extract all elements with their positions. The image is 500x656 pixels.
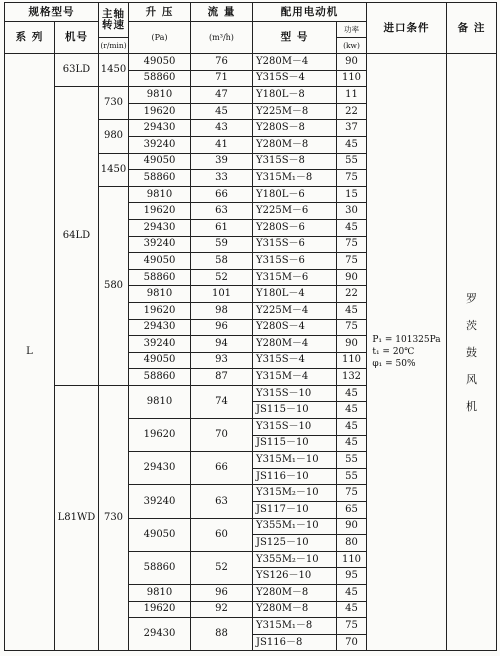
pressure-cell: 9810 bbox=[129, 87, 191, 104]
motor-model-cell: Y355M₁－10 bbox=[253, 518, 337, 535]
motor-power-cell: 55 bbox=[337, 468, 367, 485]
pressure-cell: 19620 bbox=[129, 601, 191, 618]
motor-power-cell: 55 bbox=[337, 452, 367, 469]
motor-model-cell: Y315M₁－8 bbox=[253, 170, 337, 187]
motor-power-cell: 90 bbox=[337, 336, 367, 353]
pressure-cell: 9810 bbox=[129, 186, 191, 203]
pressure-cell: 29430 bbox=[129, 219, 191, 236]
pressure-cell: 39240 bbox=[129, 336, 191, 353]
inlet-condition-line: φ₁ = 50% bbox=[372, 359, 416, 370]
pressure-cell: 49050 bbox=[129, 153, 191, 170]
speed-cell: 730 bbox=[99, 87, 129, 120]
remark-char: 罗 bbox=[466, 291, 477, 305]
remark-header: 备 注 bbox=[447, 3, 497, 54]
motor-power-cell: 95 bbox=[337, 568, 367, 585]
pressure-cell: 58860 bbox=[129, 70, 191, 87]
flow-cell: 96 bbox=[191, 319, 253, 336]
pressure-header: 升 压 bbox=[129, 3, 191, 22]
motor-model-cell: JS125－10 bbox=[253, 535, 337, 552]
motor-model-cell: Y225M－4 bbox=[253, 302, 337, 319]
pressure-cell: 49050 bbox=[129, 253, 191, 270]
motor-power-cell: 30 bbox=[337, 203, 367, 220]
machine-no-cell: L81WD bbox=[55, 385, 99, 651]
flow-cell: 59 bbox=[191, 236, 253, 253]
motor-power-cell: 75 bbox=[337, 618, 367, 635]
motor-power-cell: 65 bbox=[337, 502, 367, 519]
motor-model-cell: Y315S－6 bbox=[253, 253, 337, 270]
flow-cell: 45 bbox=[191, 103, 253, 120]
flow-cell: 98 bbox=[191, 302, 253, 319]
motor-power-cell: 132 bbox=[337, 369, 367, 386]
pressure-cell: 19620 bbox=[129, 203, 191, 220]
speed-cell: 980 bbox=[99, 120, 129, 153]
machine-no-header: 机号 bbox=[55, 22, 99, 54]
flow-cell: 101 bbox=[191, 286, 253, 303]
power-unit: (kw) bbox=[337, 38, 367, 54]
motor-power-cell: 45 bbox=[337, 219, 367, 236]
pressure-cell: 49050 bbox=[129, 54, 191, 71]
motor-model-cell: Y315M₁－10 bbox=[253, 452, 337, 469]
motor-header: 配用电动机 bbox=[253, 3, 367, 22]
pressure-cell: 39240 bbox=[129, 485, 191, 518]
machine-no-cell: 64LD bbox=[55, 87, 99, 386]
motor-power-cell: 75 bbox=[337, 485, 367, 502]
table-row bbox=[5, 54, 497, 71]
flow-cell: 47 bbox=[191, 87, 253, 104]
pressure-cell: 58860 bbox=[129, 170, 191, 187]
flow-cell: 63 bbox=[191, 485, 253, 518]
motor-model-cell: Y280S－6 bbox=[253, 219, 337, 236]
motor-power-cell: 45 bbox=[337, 136, 367, 153]
motor-model-cell: Y315S－10 bbox=[253, 419, 337, 436]
pressure-unit: (Pa) bbox=[129, 22, 191, 54]
motor-power-cell: 22 bbox=[337, 103, 367, 120]
speed-cell: 1450 bbox=[99, 153, 129, 186]
remark-char: 鼓 bbox=[466, 345, 477, 359]
flow-cell: 87 bbox=[191, 369, 253, 386]
pressure-cell: 29430 bbox=[129, 618, 191, 651]
motor-model-cell: Y315S－4 bbox=[253, 70, 337, 87]
pressure-cell: 58860 bbox=[129, 551, 191, 584]
motor-model-header: 型 号 bbox=[253, 22, 337, 54]
motor-power-cell: 15 bbox=[337, 186, 367, 203]
flow-unit: (m³/h) bbox=[191, 22, 253, 54]
motor-model-cell: Y225M－6 bbox=[253, 203, 337, 220]
inlet-condition-line: P₁ = 101325Pa bbox=[372, 334, 441, 345]
remark-char: 机 bbox=[466, 399, 477, 413]
flow-cell: 88 bbox=[191, 618, 253, 651]
flow-cell: 52 bbox=[191, 269, 253, 286]
pressure-cell: 19620 bbox=[129, 103, 191, 120]
motor-power-cell: 45 bbox=[337, 419, 367, 436]
motor-power-cell: 45 bbox=[337, 435, 367, 452]
motor-model-cell: Y315S－6 bbox=[253, 236, 337, 253]
motor-power-cell: 75 bbox=[337, 319, 367, 336]
motor-model-cell: Y315M₁－8 bbox=[253, 618, 337, 635]
flow-cell: 66 bbox=[191, 186, 253, 203]
motor-model-cell: Y280M－8 bbox=[253, 136, 337, 153]
motor-power-cell: 45 bbox=[337, 302, 367, 319]
flow-cell: 52 bbox=[191, 551, 253, 584]
flow-cell: 94 bbox=[191, 336, 253, 353]
pressure-cell: 9810 bbox=[129, 385, 191, 418]
flow-cell: 63 bbox=[191, 203, 253, 220]
motor-power-cell: 90 bbox=[337, 269, 367, 286]
flow-cell: 76 bbox=[191, 54, 253, 71]
motor-model-cell: Y280S－8 bbox=[253, 120, 337, 137]
motor-power-cell: 75 bbox=[337, 170, 367, 187]
flow-cell: 61 bbox=[191, 219, 253, 236]
motor-power-cell: 37 bbox=[337, 120, 367, 137]
flow-cell: 92 bbox=[191, 601, 253, 618]
motor-model-cell: Y180L－4 bbox=[253, 286, 337, 303]
motor-power-cell: 90 bbox=[337, 518, 367, 535]
motor-power-cell: 11 bbox=[337, 87, 367, 104]
speed-cell: 580 bbox=[99, 186, 129, 385]
flow-cell: 33 bbox=[191, 170, 253, 187]
motor-power-cell: 110 bbox=[337, 70, 367, 87]
flow-cell: 58 bbox=[191, 253, 253, 270]
blower-spec-table bbox=[4, 2, 497, 651]
flow-cell: 39 bbox=[191, 153, 253, 170]
motor-model-cell: Y315S－4 bbox=[253, 352, 337, 369]
motor-power-cell: 45 bbox=[337, 585, 367, 602]
flow-header: 流 量 bbox=[191, 3, 253, 22]
motor-model-cell: Y315S－8 bbox=[253, 153, 337, 170]
flow-cell: 66 bbox=[191, 452, 253, 485]
motor-power-cell: 110 bbox=[337, 352, 367, 369]
motor-power-cell: 70 bbox=[337, 634, 367, 651]
series-cell: L bbox=[5, 54, 55, 651]
inlet-conditions-cell bbox=[367, 54, 447, 651]
speed-cell: 1450 bbox=[99, 54, 129, 87]
remark-char: 茨 bbox=[466, 318, 477, 332]
motor-model-cell: JS115－10 bbox=[253, 402, 337, 419]
motor-model-cell: Y280M－4 bbox=[253, 54, 337, 71]
motor-power-cell: 80 bbox=[337, 535, 367, 552]
pressure-cell: 19620 bbox=[129, 302, 191, 319]
motor-model-cell: Y280M－8 bbox=[253, 601, 337, 618]
inlet-conditions bbox=[372, 334, 440, 370]
pressure-cell: 29430 bbox=[129, 452, 191, 485]
pressure-cell: 39240 bbox=[129, 236, 191, 253]
motor-power-cell: 75 bbox=[337, 236, 367, 253]
pressure-cell: 9810 bbox=[129, 286, 191, 303]
pressure-cell: 29430 bbox=[129, 120, 191, 137]
pressure-cell: 49050 bbox=[129, 352, 191, 369]
speed-cell: 730 bbox=[99, 385, 129, 651]
motor-model-cell: Y315M₂－10 bbox=[253, 485, 337, 502]
motor-model-cell: JS116－8 bbox=[253, 634, 337, 651]
remark-char: 风 bbox=[466, 372, 477, 386]
pressure-cell: 19620 bbox=[129, 419, 191, 452]
motor-power-cell: 75 bbox=[337, 253, 367, 270]
pressure-cell: 49050 bbox=[129, 518, 191, 551]
pressure-cell: 29430 bbox=[129, 319, 191, 336]
pressure-cell: 39240 bbox=[129, 136, 191, 153]
remark-cell bbox=[447, 54, 497, 651]
motor-model-cell: Y180L－8 bbox=[253, 87, 337, 104]
motor-power-header: 功率 bbox=[337, 22, 367, 38]
motor-model-cell: JS115－10 bbox=[253, 435, 337, 452]
motor-model-cell: Y180L－6 bbox=[253, 186, 337, 203]
motor-power-cell: 55 bbox=[337, 153, 367, 170]
pressure-cell: 58860 bbox=[129, 369, 191, 386]
motor-model-cell: YS126－10 bbox=[253, 568, 337, 585]
motor-model-cell: JS117－10 bbox=[253, 502, 337, 519]
flow-cell: 71 bbox=[191, 70, 253, 87]
inlet-header: 进口条件 bbox=[367, 3, 447, 54]
motor-model-cell: Y225M－8 bbox=[253, 103, 337, 120]
spec-model-header: 规格型号 bbox=[5, 3, 99, 22]
inlet-condition-line: t₁ = 20℃ bbox=[372, 347, 415, 358]
motor-power-cell: 90 bbox=[337, 54, 367, 71]
motor-power-cell: 45 bbox=[337, 402, 367, 419]
motor-model-cell: Y315M－6 bbox=[253, 269, 337, 286]
motor-power-cell: 45 bbox=[337, 385, 367, 402]
flow-cell: 43 bbox=[191, 120, 253, 137]
series-header: 系 列 bbox=[5, 22, 55, 54]
motor-power-cell: 45 bbox=[337, 601, 367, 618]
flow-cell: 74 bbox=[191, 385, 253, 418]
motor-model-cell: Y315M－4 bbox=[253, 369, 337, 386]
flow-cell: 93 bbox=[191, 352, 253, 369]
speed-unit: (r/min) bbox=[99, 38, 129, 54]
motor-model-cell: Y280S－4 bbox=[253, 319, 337, 336]
flow-cell: 60 bbox=[191, 518, 253, 551]
flow-cell: 96 bbox=[191, 585, 253, 602]
motor-model-cell: Y280M－4 bbox=[253, 336, 337, 353]
speed-header: 主轴转速 bbox=[99, 3, 129, 38]
pressure-cell: 9810 bbox=[129, 585, 191, 602]
machine-no-cell: 63LD bbox=[55, 54, 99, 87]
flow-cell: 41 bbox=[191, 136, 253, 153]
motor-model-cell: Y355M₂－10 bbox=[253, 551, 337, 568]
motor-model-cell: Y315S－10 bbox=[253, 385, 337, 402]
flow-cell: 70 bbox=[191, 419, 253, 452]
motor-model-cell: JS116－10 bbox=[253, 468, 337, 485]
pressure-cell: 58860 bbox=[129, 269, 191, 286]
motor-power-cell: 110 bbox=[337, 551, 367, 568]
motor-model-cell: Y280M－8 bbox=[253, 585, 337, 602]
motor-power-cell: 22 bbox=[337, 286, 367, 303]
